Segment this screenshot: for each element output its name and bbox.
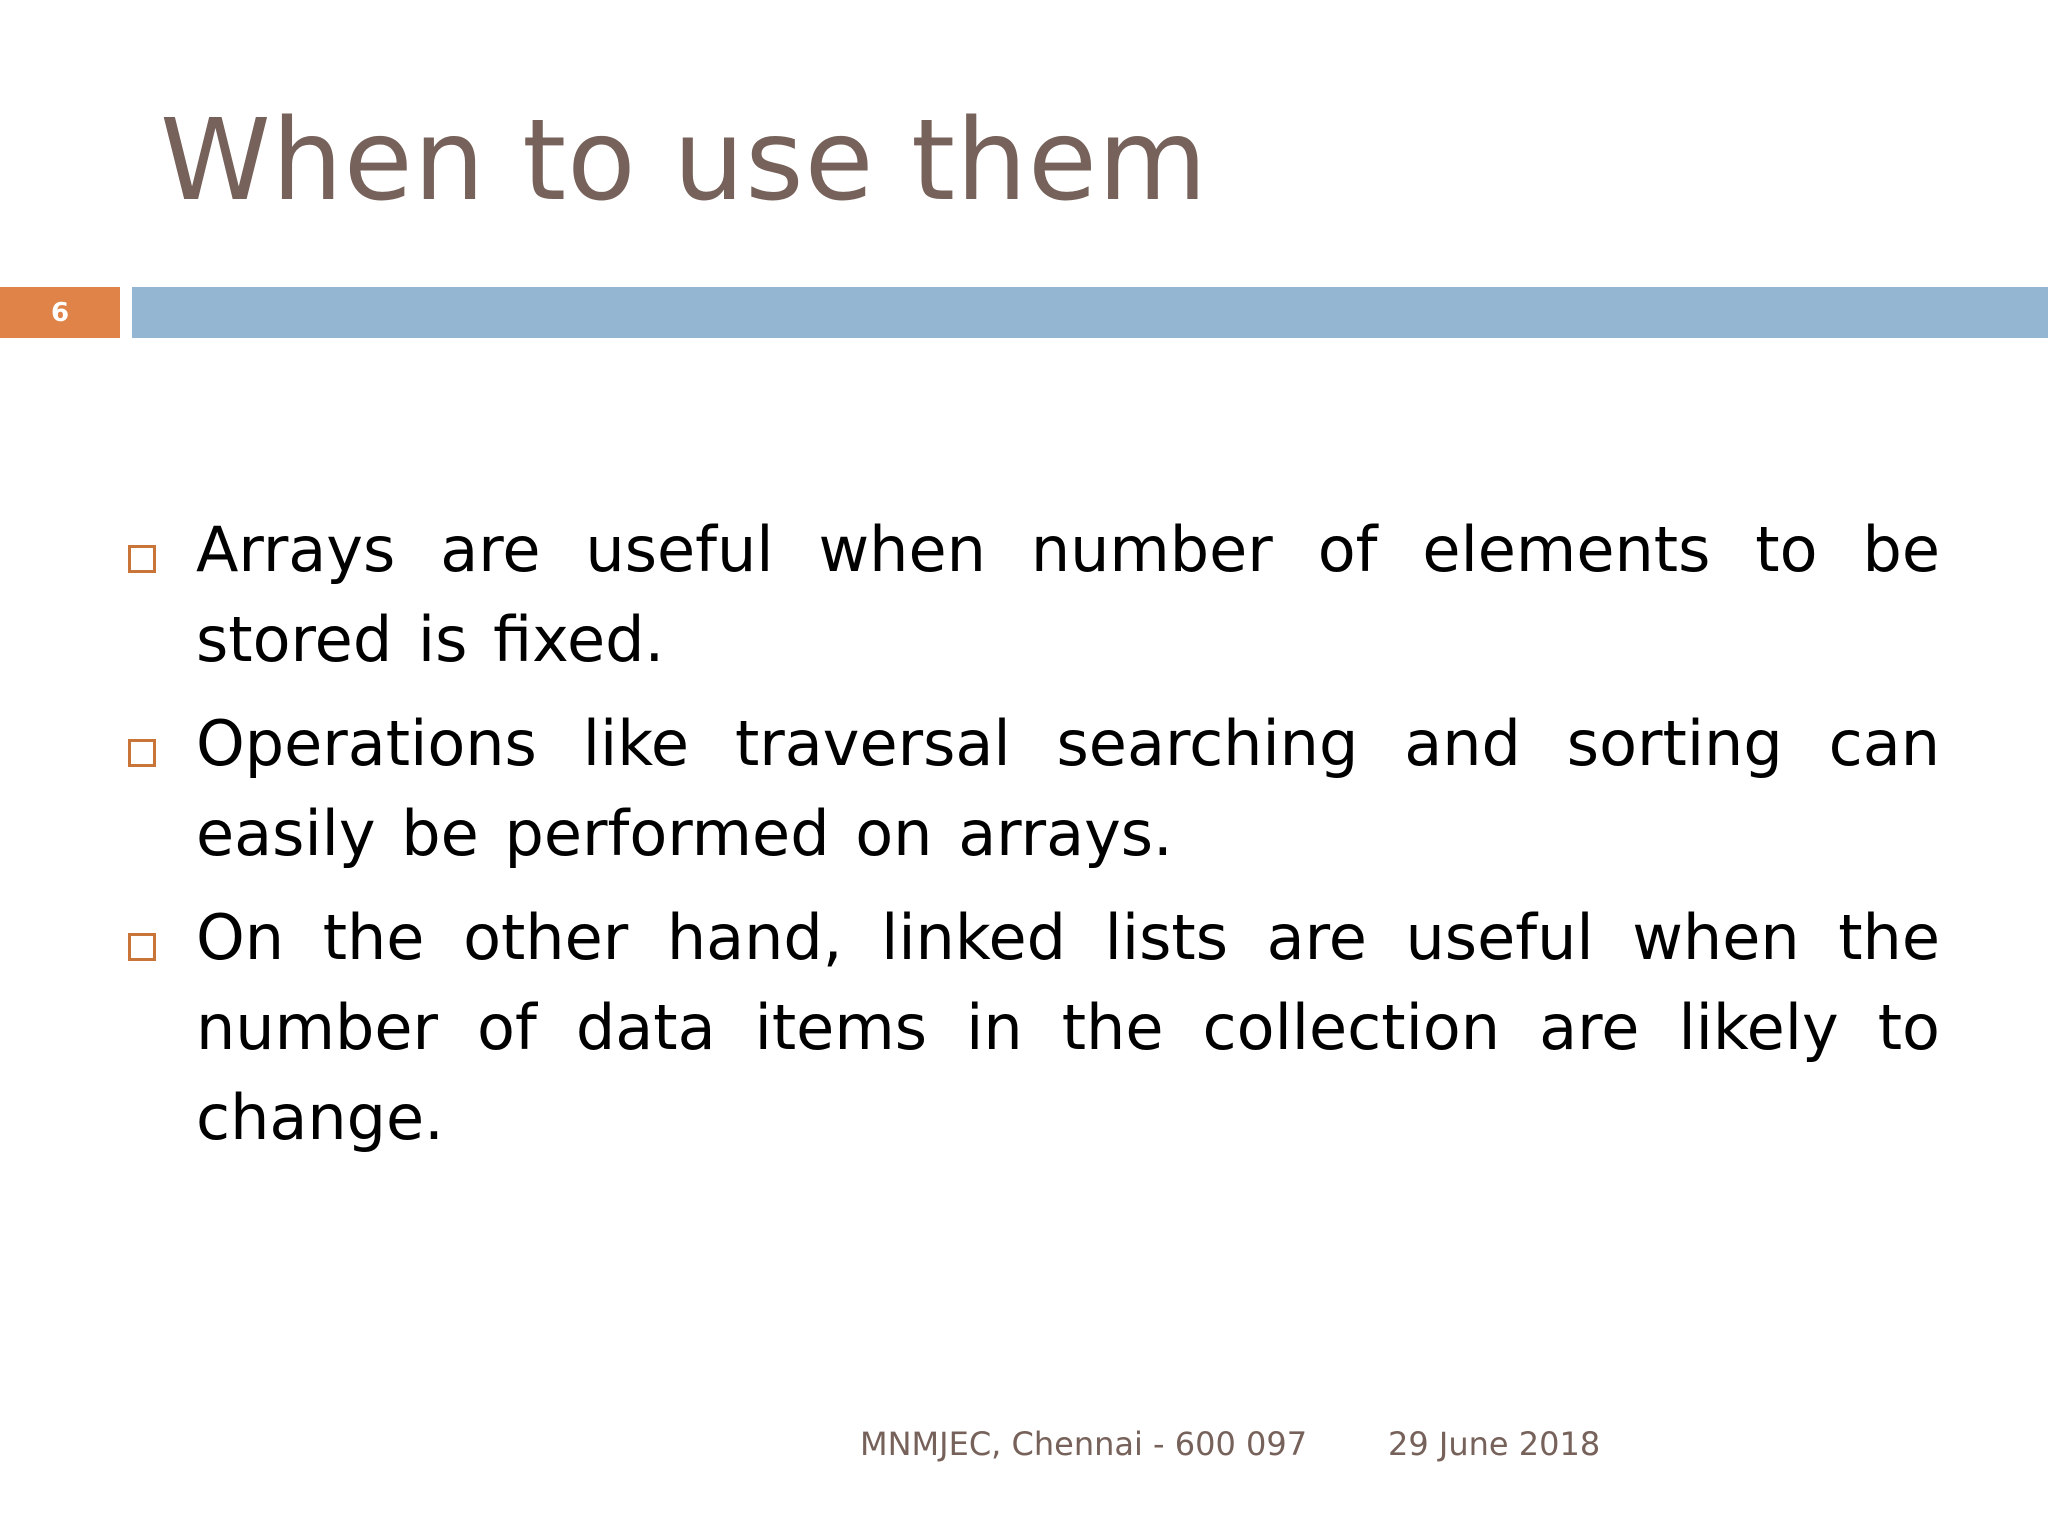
slide-number: 6 xyxy=(50,297,70,328)
list-item xyxy=(120,699,1940,879)
square-outline-icon xyxy=(128,739,156,767)
list-item xyxy=(120,893,1940,1163)
square-outline-icon xyxy=(128,545,156,573)
bullet-text: Arrays are useful when number of elements to be stored is fixed. xyxy=(196,513,1940,676)
square-outline-icon xyxy=(128,933,156,961)
footer-institution: MNMJEC, Chennai - 600 097 xyxy=(860,1425,1308,1463)
slide-title: When to use them xyxy=(160,96,1209,226)
footer-date: 29 June 2018 xyxy=(1388,1425,1601,1463)
bullet-text: Operations like traversal searching and sorting can easily be performed on arrays. xyxy=(196,707,1940,870)
bullet-text: On the other hand, linked lists are useful when the number of data items in the collection are likely to change. xyxy=(196,901,1940,1154)
slide-number-badge xyxy=(0,287,120,338)
list-item xyxy=(120,505,1940,685)
title-accent-bar xyxy=(132,287,2048,338)
bullet-list xyxy=(120,505,1940,1177)
